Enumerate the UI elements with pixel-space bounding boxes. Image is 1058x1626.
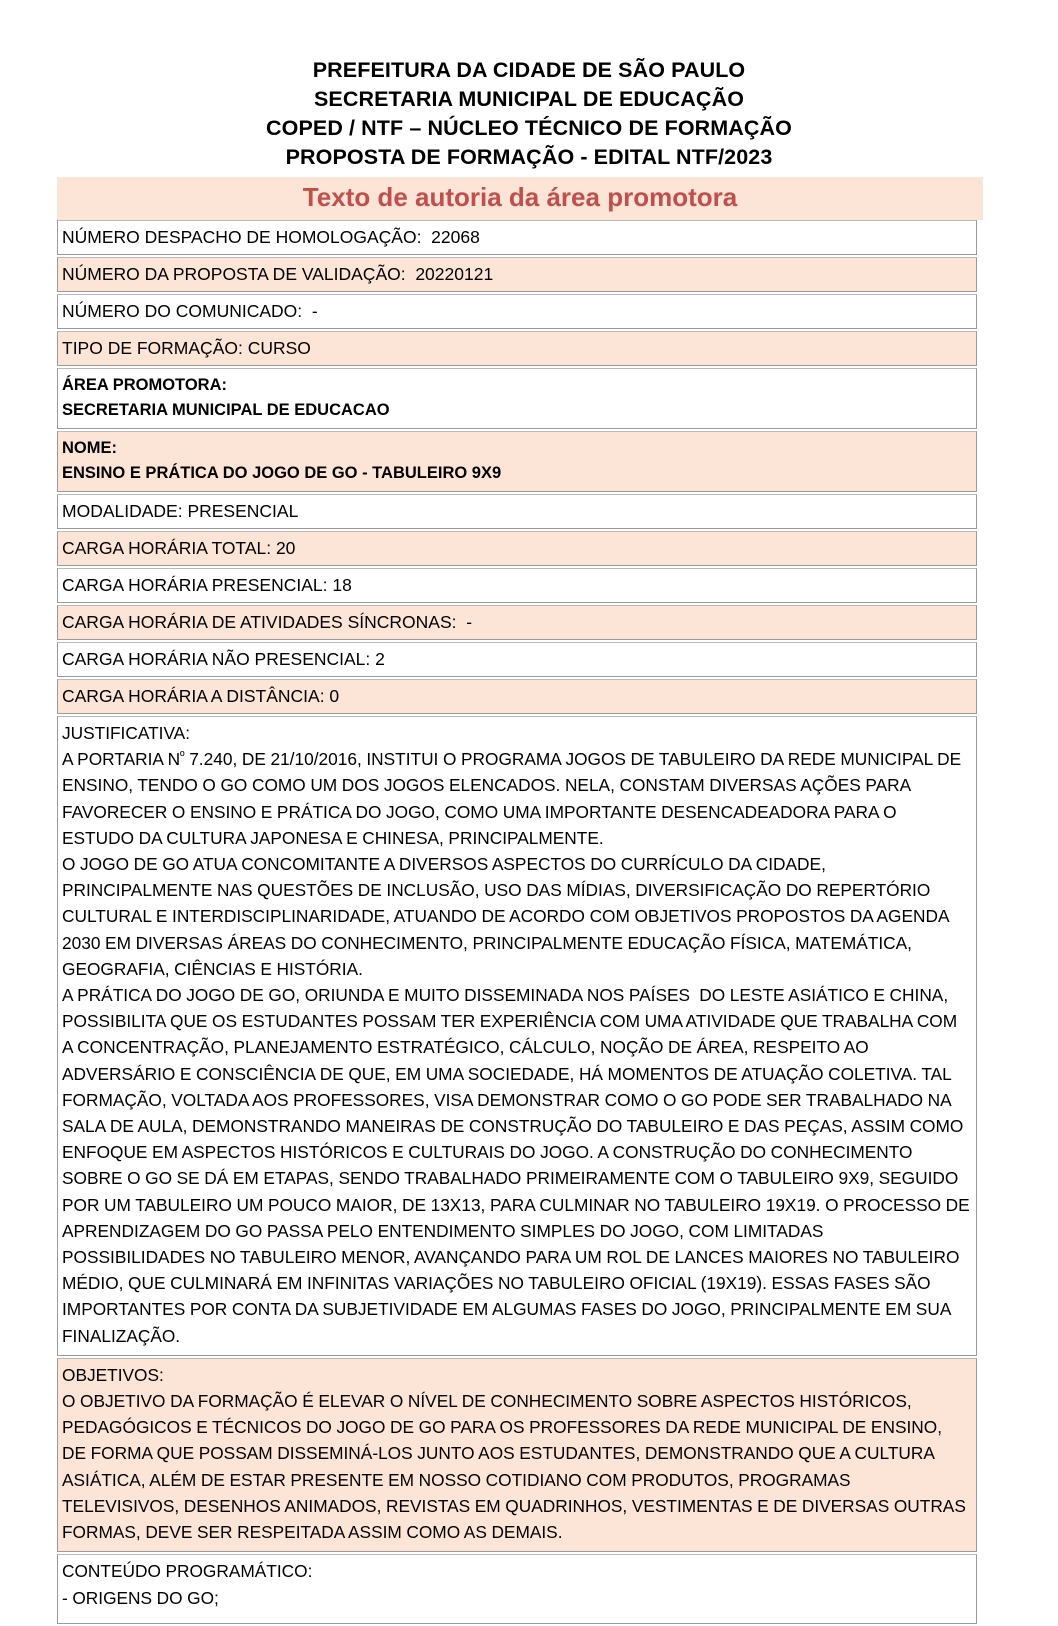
field-area-promotora-value: SECRETARIA MUNICIPAL DE EDUCACAO — [62, 401, 390, 419]
row-carga-distancia — [57, 679, 977, 714]
row-tipo-formacao — [57, 331, 977, 366]
row-conteudo-programatico — [57, 1554, 977, 1624]
page-title: Texto de autoria da área promotora — [302, 182, 738, 212]
objetivos-text: O OBJETIVO DA FORMAÇÃO É ELEVAR O NÍVEL DE CONHECIMENTO SOBRE ASPECTOS HISTÓRICOS, PEDAGÓGICOS E TÉCNICOS DO JOGO DE GO PARA OS PROFESSORES DA REDE MUNICIPAL DE ENSINO, DE FORMA QUE POSSAM DISSEMINÁ-LOS JUNTO AOS ESTUDANTES, DEMONSTRANDO QUE A CULTURA ASIÁTICA, ALÉM DE ESTAR PRESENTE EM NOSSO COTIDIANO COM PRODUTOS, PROGRAMAS TELEVISIVOS, DESENHOS ANIMADOS, REVISTAS EM QUADRINHOS, VESTIMENTAS E DE DIVERSAS OUTRAS FORMAS, DEVE SER RESPEITADA ASSIM COMO AS DEMAIS. — [62, 1391, 971, 1543]
justificativa-label: JUSTIFICATIVA: — [62, 723, 191, 743]
row-carga-sincronas — [57, 605, 977, 640]
header-line-prefeitura: PREFEITURA DA CIDADE DE SÃO PAULO — [312, 58, 746, 82]
field-comunicado: NÚMERO DO COMUNICADO: - — [62, 301, 318, 321]
field-carga-nao-presencial: CARGA HORÁRIA NÃO PRESENCIAL: 2 — [62, 649, 385, 669]
row-carga-nao-presencial — [57, 642, 977, 677]
field-carga-distancia: CARGA HORÁRIA A DISTÂNCIA: 0 — [62, 686, 340, 706]
field-area-promotora-label: ÁREA PROMOTORA: — [62, 376, 227, 394]
justificativa-p1-rest: 7.240, DE 21/10/2016, INSTITUI O PROGRAMA JOGOS DE TABULEIRO DA REDE MUNICIPAL DE ENSINO, TENDO O GO COMO UM DOS JOGOS ELENCADOS. NELA, CONSTAM DIVERSAS AÇÕES PARA FAVORECER O ENSINO E PRÁTICA DO JOGO, COMO UMA IMPORTANTE DESENCADEADORA PARA O ESTUDO DA CULTURA JAPONESA E CHINESA, PRINCIPALMENTE. — [62, 749, 966, 848]
field-carga-total: CARGA HORÁRIA TOTAL: 20 — [62, 538, 296, 558]
conteudo-label: CONTEÚDO PROGRAMÁTICO: — [62, 1561, 313, 1582]
row-comunicado — [57, 294, 977, 329]
conteudo-item-1: - ORIGENS DO GO; — [62, 1587, 219, 1608]
field-proposta-validacao: NÚMERO DA PROPOSTA DE VALIDAÇÃO: 20220121 — [62, 264, 494, 284]
justificativa-paragraph-3: A PRÁTICA DO JOGO DE GO, ORIUNDA E MUITO DISSEMINADA NOS PAÍSES DO LESTE ASIÁTICO E CHINA, POSSIBILITA QUE OS ESTUDANTES POSSAM TER EXPERIÊNCIA COM UMA ATIVIDADE QUE TRABALHA COM A CONCENTRAÇÃO, PLANEJAMENTO ESTRATÉGICO, CÁLCULO, NOÇÃO DE ÁREA, RESPEITO AO ADVERSÁRIO E CONSCIÊNCIA DE QUE, EM UMA SOCIEDADE, HÁ MOMENTOS DE ATUAÇÃO COLETIVA. TAL FORMAÇÃO, VOLTADA AOS PROFESSORES, VISA DEMONSTRAR COMO O GO PODE SER TRABALHADO NA SALA DE AULA, DEMONSTRANDO MANEIRAS DE CONSTRUÇÃO DO TABULEIRO E DAS PEÇAS, ASSIM COMO ENFOQUE EM ASPECTOS HISTÓRICOS E CULTURAIS DO JOGO. A CONSTRUÇÃO DO CONHECIMENTO SOBRE O GO SE DÁ EM ETAPAS, SENDO TRABALHADO PRIMEIRAMENTE COM O TABULEIRO 9X9, SEGUIDO POR UM TABULEIRO UM POUCO MAIOR, DE 13X13, PARA CULMINAR NO TABULEIRO 19X19. O PROCESSO DE APRENDIZAGEM DO GO PASSA PELO ENTENDIMENTO SIMPLES DO JOGO, COM LIMITADAS POSSIBILIDADES NO TABULEIRO MENOR, AVANÇANDO PARA UM ROL DE LANCES MAIORES NO TABULEIRO MÉDIO, QUE CULMINARÁ EM INFINITAS VARIAÇÕES NO TABULEIRO OFICIAL (19X19). ESSAS FASES SÃO IMPORTANTES POR CONTA DA SUBJETIVIDADE EM ALGUMAS FASES DO JOGO, PRINCIPALMENTE EM SUA FINALIZAÇÃO. — [62, 985, 974, 1346]
row-carga-presencial — [57, 568, 977, 603]
row-carga-total — [57, 531, 977, 566]
field-tipo-formacao: TIPO DE FORMAÇÃO: CURSO — [62, 338, 311, 358]
field-nome-label: NOME: — [62, 439, 117, 457]
row-nome — [57, 431, 977, 492]
ordinal-indicator-icon: º — [180, 748, 185, 763]
row-despacho-homologacao — [57, 220, 977, 255]
header-line-secretaria: SECRETARIA MUNICIPAL DE EDUCAÇÃO — [313, 87, 745, 111]
justificativa-paragraph-1 — [62, 746, 970, 851]
document-header — [0, 0, 1058, 172]
row-justificativa — [57, 716, 977, 1356]
row-area-promotora — [57, 368, 977, 429]
title-banner — [57, 177, 983, 220]
row-objetivos — [57, 1358, 977, 1552]
proposal-table — [57, 220, 977, 1624]
row-proposta-validacao — [57, 257, 977, 292]
header-line-coped: COPED / NTF – NÚCLEO TÉCNICO DE FORMAÇÃO — [266, 116, 792, 140]
justificativa-paragraph-2: O JOGO DE GO ATUA CONCOMITANTE A DIVERSOS ASPECTOS DO CURRÍCULO DA CIDADE, PRINCIPALMENTE NAS QUESTÕES DE INCLUSÃO, USO DAS MÍDIAS, DIVERSIFICAÇÃO DO REPERTÓRIO CULTURAL E INTERDISCIPLINARIDADE, ATUANDO DE ACORDO COM OBJETIVOS PROPOSTOS DA AGENDA 2030 EM DIVERSAS ÁREAS DO CONHECIMENTO, PRINCIPALMENTE EDUCAÇÃO FÍSICA, MATEMÁTICA, GEOGRAFIA, CIÊNCIAS E HISTÓRIA. — [62, 854, 954, 979]
field-carga-presencial: CARGA HORÁRIA PRESENCIAL: 18 — [62, 575, 352, 595]
justificativa-p1-prefix: A PORTARIA N — [62, 749, 181, 770]
field-nome-value: ENSINO E PRÁTICA DO JOGO DE GO - TABULEIRO 9X9 — [62, 464, 502, 482]
header-line-proposta: PROPOSTA DE FORMAÇÃO - EDITAL NTF/2023 — [285, 145, 773, 169]
field-carga-sincronas: CARGA HORÁRIA DE ATIVIDADES SÍNCRONAS: - — [62, 612, 473, 632]
field-despacho-homologacao: NÚMERO DESPACHO DE HOMOLOGAÇÃO: 22068 — [62, 227, 480, 247]
row-modalidade — [57, 494, 977, 529]
objetivos-label: OBJETIVOS: — [62, 1364, 164, 1385]
field-modalidade: MODALIDADE: PRESENCIAL — [62, 501, 299, 521]
